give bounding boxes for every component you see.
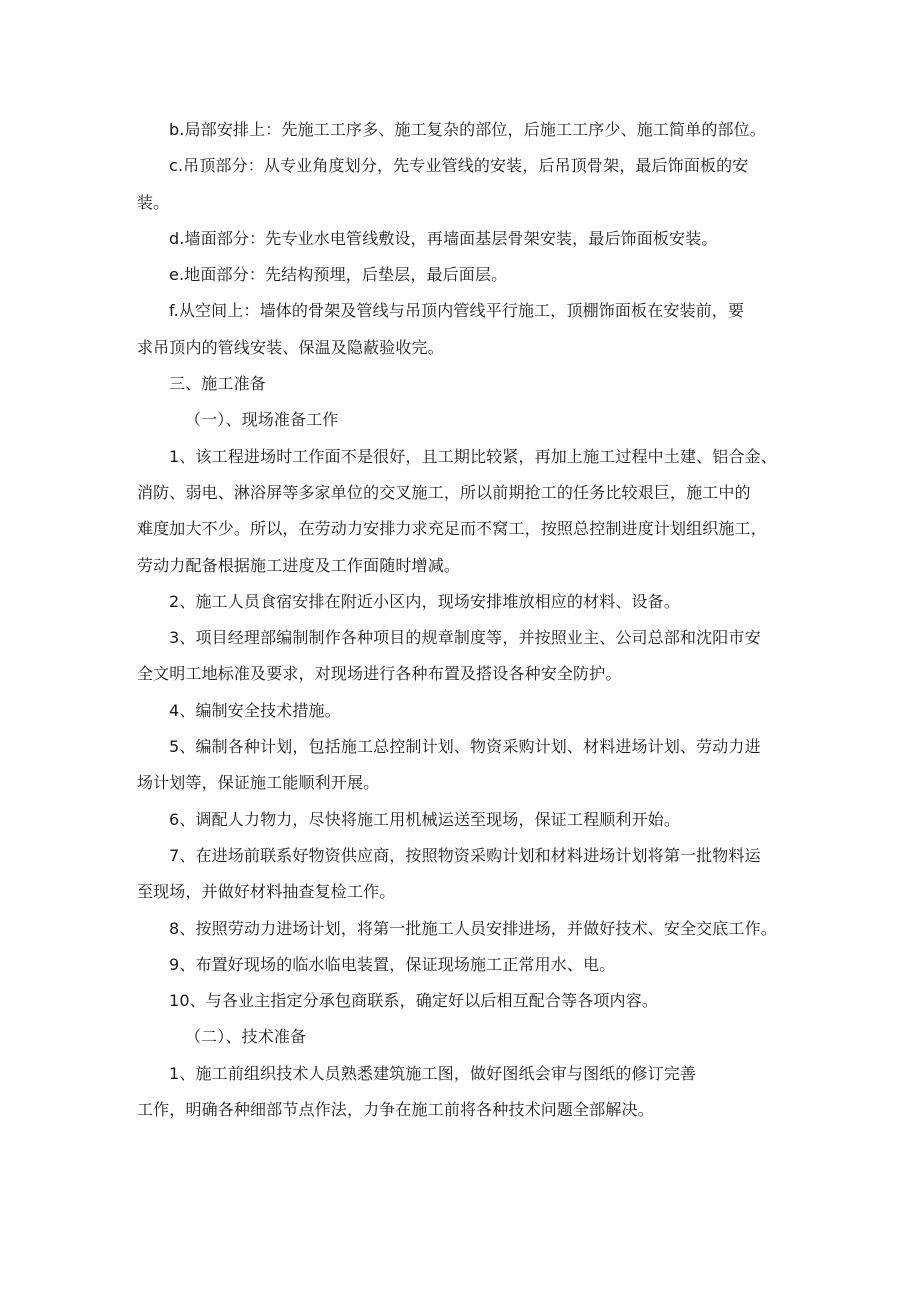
text-line: 3、项目经理部编制制作各种项目的规章制度等，并按照业主、公司总部和沈阳市安	[169, 628, 761, 648]
text-line: 2、施工人员食宿安排在附近小区内，现场安排堆放相应的材料、设备。	[169, 591, 680, 611]
body-paragraph	[137, 257, 797, 293]
text-line: d.墙面部分：先专业水电管线敷设，再墙面基层骨架安装，最后饰面板安装。	[169, 228, 718, 248]
text-line: 全文明工地标准及要求，对现场进行各种布置及搭设各种安全防护。	[137, 664, 622, 684]
text-line: 工作，明确各种细部节点作法，力争在施工前将各种技术问题全部解决。	[137, 1100, 654, 1120]
text-line: （二）、技术准备	[185, 1027, 307, 1047]
body-paragraph	[137, 983, 797, 1019]
text-line: 1、该工程进场时工作面不是很好，且工期比较紧，再加上施工过程中土建、铝合金、	[169, 446, 777, 466]
body-paragraph	[137, 293, 797, 366]
body-paragraph	[137, 911, 797, 947]
text-line: 三、施工准备	[169, 374, 266, 394]
text-line: c.吊顶部分：从专业角度划分，先专业管线的安装，后吊顶骨架，最后饰面板的安	[169, 156, 749, 176]
text-line: 场计划等，保证施工能顺利开展。	[137, 773, 380, 793]
body-paragraph	[137, 620, 797, 693]
body-paragraph	[137, 1056, 797, 1129]
body-paragraph	[137, 112, 797, 148]
text-line: b.局部安排上：先施工工序多、施工复杂的部位，后施工工序少、施工简单的部位。	[169, 120, 766, 139]
text-line: 6、调配人力物力，尽快将施工用机械运送至现场，保证工程顺利开始。	[169, 809, 680, 829]
text-line: 难度加大不少。所以，在劳动力安排力求充足而不窝工，按照总控制进度计划组织施工，	[137, 519, 767, 539]
body-paragraph	[137, 802, 797, 838]
body-paragraph	[137, 148, 797, 221]
text-line: 劳动力配备根据施工进度及工作面随时增减。	[137, 555, 461, 575]
text-line: 7、在进场前联系好物资供应商，按照物资采购计划和材料进场计划将第一批物料运	[169, 845, 761, 865]
subsection-heading	[137, 402, 797, 438]
section-heading	[137, 366, 797, 402]
text-line: 装。	[137, 192, 170, 212]
document-body	[137, 112, 797, 1128]
text-line: 5、编制各种计划，包括施工总控制计划、物资采购计划、材料进场计划、劳动力进	[169, 737, 761, 757]
text-line: 至现场，并做好材料抽查复检工作。	[137, 882, 396, 902]
body-paragraph	[137, 584, 797, 620]
body-paragraph	[137, 221, 797, 257]
text-line: 8、按照劳动力进场计划，将第一批施工人员安排进场，并做好技术、安全交底工作。	[169, 918, 777, 938]
text-line: 消防、弱电、淋浴屏等多家单位的交叉施工，所以前期抢工的任务比较艰巨，施工中的	[137, 482, 751, 502]
text-line: 4、编制安全技术措施。	[169, 700, 341, 720]
text-line: （一）、现场准备工作	[185, 410, 339, 430]
text-line: 10、与各业主指定分承包商联系，确定好以后相互配合等各项内容。	[169, 991, 659, 1011]
subsection-heading	[137, 1019, 797, 1055]
body-paragraph	[137, 439, 797, 584]
text-line: e.地面部分：先结构预埋，后垫层，最后面层。	[169, 265, 508, 285]
body-paragraph	[137, 729, 797, 802]
text-line: f.从空间上：墙体的骨架及管线与吊顶内管线平行施工，顶棚饰面板在安装前，要	[169, 301, 745, 321]
text-line: 9、布置好现场的临水临电装置，保证现场施工正常用水、电。	[169, 954, 616, 974]
body-paragraph	[137, 838, 797, 911]
text-line: 求吊顶内的管线安装、保温及隐蔽验收完。	[137, 337, 444, 357]
text-line: 1、施工前组织技术人员熟悉建筑施工图，做好图纸会审与图纸的修订完善	[169, 1063, 697, 1083]
body-paragraph	[137, 693, 797, 729]
body-paragraph	[137, 947, 797, 983]
